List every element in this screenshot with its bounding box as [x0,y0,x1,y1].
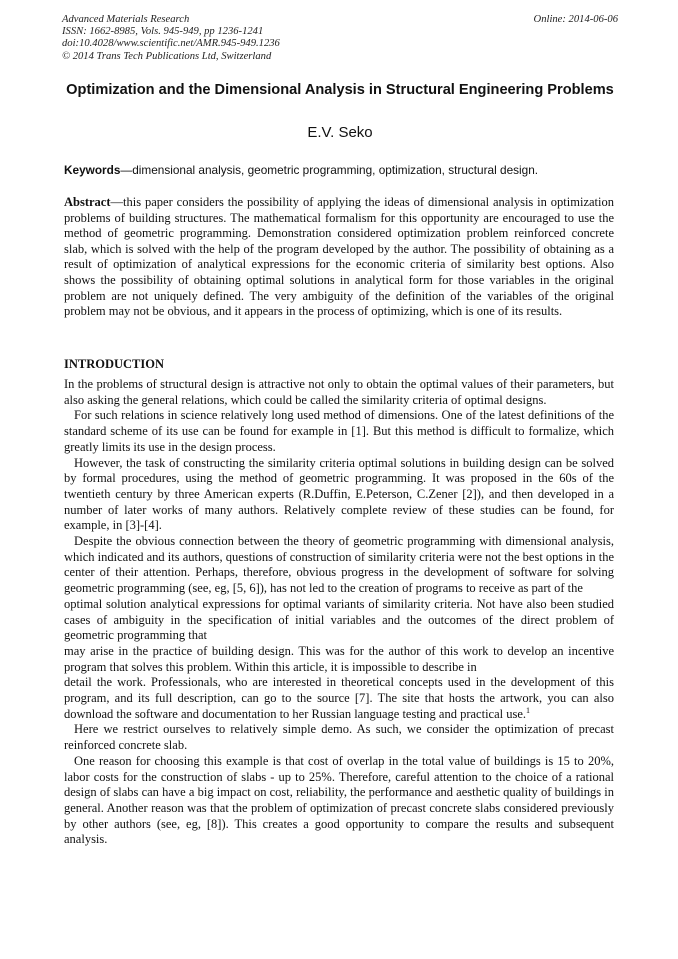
keywords-text: —dimensional analysis, geometric programming, optimization, structural design. [120,163,539,177]
paragraph: In the problems of structural design is attractive not only to obtain the optimal values of their parameters, but also asking the general relations, which could be called the similarity criteria of optimal designs. [64,377,614,407]
paragraph: Despite the obvious connection between the theory of geometric programming with dimensional analysis, which indicated and its authors, questions of construction of similarity criteria were not the best options in the center of their attention. Perhaps, therefore, obvious progress in the development of software for solving geometric programming (see, eg, [5, 6]), has not led to the creation of programs to receive as part of the [64,534,614,596]
paragraph: However, the task of constructing the similarity criteria optimal solutions in building design can be solved by formal procedures, using the method of geometric programming. It was proposed in the 60s of the twentieth century by three American experts (R.Duffin, E.Peterson, C.Zener [2]), and then developed in a number of later works of many authors. Relatively complete review of these studies can be found, for example, in [3]-[4]. [64,455,614,533]
paragraph: may arise in the practice of building design. This was for the author of this work to develop an incentive program that solves this problem. Within this article, it is impossible to describe in [64,643,614,674]
paragraph-text: detail the work. Professionals, who are interested in theoretical concepts used in the development of this program, and its full description, can go to the source [7]. The site that hosts the artwork, you can also download the software and documentation to her Russian language testing and practical use. [64,675,614,721]
keywords [64,163,618,177]
copyright-line: © 2014 Trans Tech Publications Ltd, Switzerland [62,50,272,62]
author-name: E.V. Seko [307,124,373,141]
section-heading-introduction: INTRODUCTION [64,357,165,371]
journal-header [62,14,618,63]
paragraph: One reason for choosing this example is that cost of overlap in the total value of buildings is 15 to 20%, labor costs for the construction of slabs - up to 25%. Therefore, careful attention to the choice of a rational design of slabs can have a big impact on cost, reliability, the performance and aesthetic quality of buildings in general. Another reason was that the problem of optimization of precast concrete slabs considered previously by other authors (see, eg, [8]). This creates a good opportunity to compare the results and subsequent analysis. [64,753,614,847]
introduction-body [64,377,614,848]
paragraph: optimal solution analytical expressions for optimal variants of similarity criteria. Not have also been studied cases of ambiguity in the specification of initial variables and the outcomes of the direct problem of geometric programming that [64,596,614,643]
paragraph [64,675,614,722]
abstract-text: —this paper considers the possibility of applying the ideas of dimensional analysis in optimization problems of building structures. The mathematical formalism for this opportunity are encouraged to use the method of geometric programming. Demonstration considered optimization problem reinforced concrete slab, which is solved with the help of the program developed by the author. The possibility of obtaining as a result of optimization of analytical expressions for the economic criteria of similarity best options. Also shows the possibility of obtaining optimal solutions in analytical form for those variables in the original problem are not uniquely defined. The very ambiguity of the definition of the variables of the original problem may not be obvious, and it appears in the process of optimizing, which is one of its results. [64,195,614,319]
issn-line: ISSN: 1662-8985, Vols. 945-949, pp 1236-1241 [62,26,264,38]
doi-line: doi:10.4028/www.scientific.net/AMR.945-949.1236 [62,38,280,50]
abstract-label: Abstract [64,195,111,209]
paper-title: Optimization and the Dimensional Analysis in Structural Engineering Problems [66,82,614,98]
journal-name: Advanced Materials Research [62,14,190,25]
footnote-marker: 1 [526,705,531,715]
paragraph: For such relations in science relatively long used method of dimensions. One of the latest definitions of the standard scheme of its use can be found for example in [1]. But this method is difficult to formalize, which greatly limits its use in the design process. [64,408,614,454]
online-date: Online: 2014-06-06 [533,14,618,25]
paragraph: Here we restrict ourselves to relatively simple demo. As such, we consider the optimization of precast reinforced concrete slab. [64,722,614,753]
keywords-label: Keywords [64,163,121,177]
abstract [64,195,614,320]
